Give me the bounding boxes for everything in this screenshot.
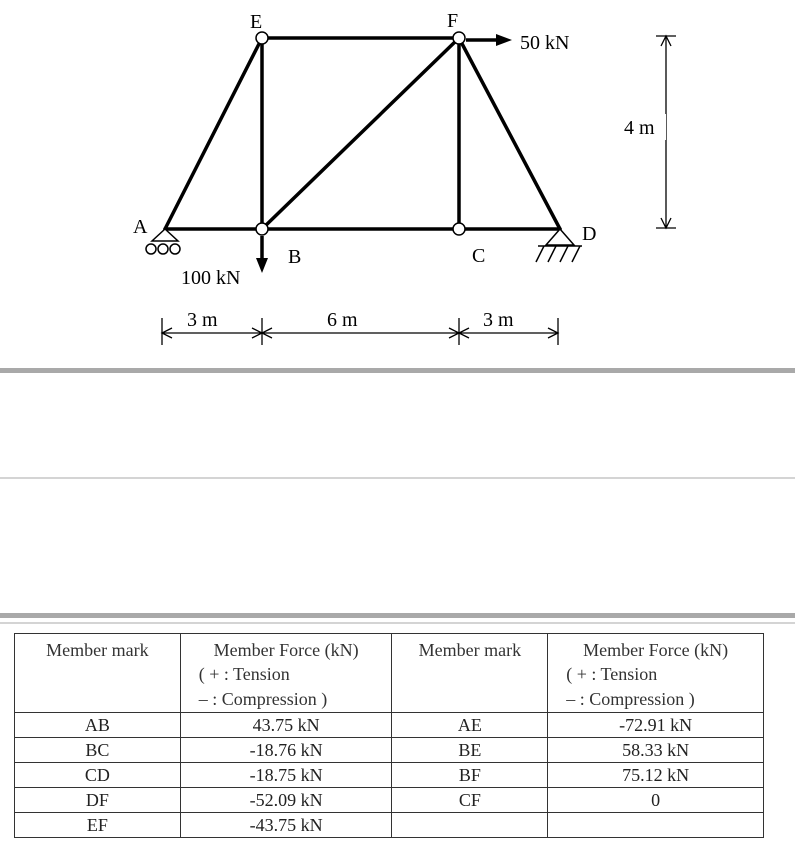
pin-support-d <box>536 229 582 262</box>
node-label-e: E <box>250 11 263 33</box>
member-df <box>459 38 560 229</box>
separator-bar <box>0 613 795 618</box>
header-member-force: Member Force (kN) ( + : Tension – : Compression ) <box>548 634 764 713</box>
header-member-mark: Member mark <box>392 634 548 713</box>
member-mark-cell: DF <box>15 788 181 813</box>
member-force-cell <box>548 813 764 838</box>
member-mark-cell: AE <box>392 713 548 738</box>
table-row <box>15 763 764 788</box>
header-member-force: Member Force (kN) ( + : Tension – : Compression ) <box>180 634 392 713</box>
span-label-2: 6 m <box>327 309 358 331</box>
span-label-3: 3 m <box>483 309 514 331</box>
member-bf <box>262 38 459 229</box>
node-label-c: C <box>472 245 486 267</box>
member-mark-cell: EF <box>15 813 181 838</box>
header-member-mark: Member mark <box>15 634 181 713</box>
span-label-1: 3 m <box>187 309 218 331</box>
node-label-a: A <box>133 216 148 238</box>
member-mark-cell: CF <box>392 788 548 813</box>
member-mark-cell: BF <box>392 763 548 788</box>
joint-f <box>453 32 465 44</box>
member-force-cell: -18.76 kN <box>180 738 392 763</box>
load-label-f: 50 kN <box>520 32 570 54</box>
member-mark-cell: BC <box>15 738 181 763</box>
joint-e <box>256 32 268 44</box>
node-label-f: F <box>447 10 459 32</box>
member-force-cell: -52.09 kN <box>180 788 392 813</box>
member-force-cell: 58.33 kN <box>548 738 764 763</box>
member-force-cell: -18.75 kN <box>180 763 392 788</box>
member-force-cell: -72.91 kN <box>548 713 764 738</box>
member-ae <box>165 38 262 229</box>
member-force-table <box>14 633 764 838</box>
member-mark-cell: BE <box>392 738 548 763</box>
member-force-cell: -43.75 kN <box>180 813 392 838</box>
separator-bar <box>0 368 795 373</box>
height-dimension-label: 4 m <box>624 117 655 139</box>
table-header-row <box>15 634 764 713</box>
separator-line <box>0 477 795 479</box>
member-mark-cell: CD <box>15 763 181 788</box>
joint-b <box>256 223 268 235</box>
load-label-b: 100 kN <box>181 267 241 289</box>
member-force-cell: 43.75 kN <box>180 713 392 738</box>
member-force-cell: 0 <box>548 788 764 813</box>
table-row <box>15 813 764 838</box>
member-mark-cell <box>392 813 548 838</box>
node-label-d: D <box>582 223 597 245</box>
load-arrow-f <box>466 34 512 46</box>
roller-support-a <box>146 229 180 254</box>
truss-diagram <box>0 0 795 360</box>
separator-line <box>0 622 795 624</box>
node-label-b: B <box>288 246 302 268</box>
load-arrow-b <box>256 236 268 273</box>
table-row <box>15 713 764 738</box>
member-mark-cell: AB <box>15 713 181 738</box>
table-row <box>15 788 764 813</box>
member-force-cell: 75.12 kN <box>548 763 764 788</box>
joint-c <box>453 223 465 235</box>
table-row <box>15 738 764 763</box>
